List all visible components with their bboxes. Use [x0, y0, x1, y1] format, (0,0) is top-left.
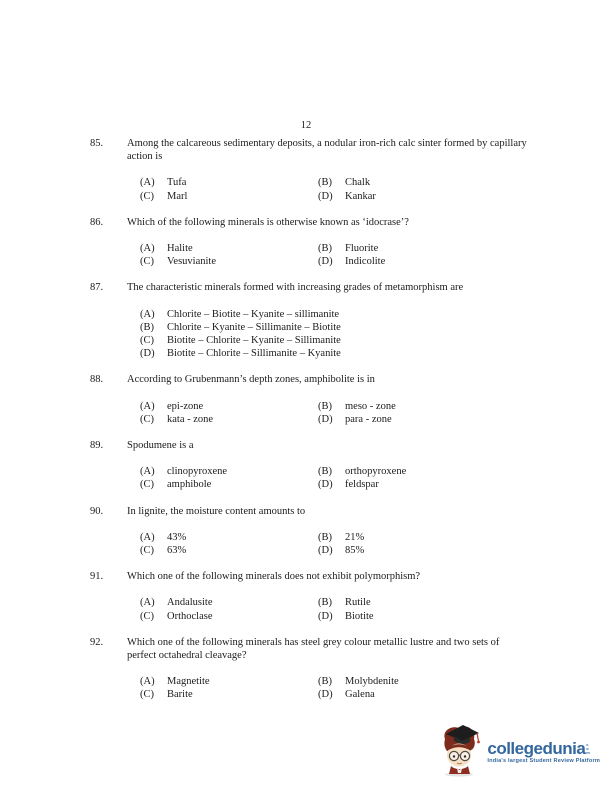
option-label: (C): [140, 335, 154, 347]
page-number: 12: [300, 120, 312, 131]
option-c: [140, 610, 318, 623]
option-d: [318, 610, 530, 623]
option-b: [318, 531, 530, 544]
option-text: Tufa: [167, 177, 187, 189]
option-text: feldspar: [345, 479, 379, 491]
option-text: meso - zone: [345, 400, 396, 412]
option-text: 21%: [345, 531, 365, 543]
option-b: [318, 400, 530, 413]
option-b: [318, 596, 530, 609]
option-b: [140, 321, 530, 334]
options-grid: [140, 675, 530, 701]
option-label: (A): [140, 531, 155, 543]
option-text: Andalusite: [167, 597, 213, 609]
logo-text: [487, 740, 600, 765]
question-89: [90, 439, 530, 492]
question-90: [90, 505, 530, 558]
option-text: 85%: [345, 545, 365, 557]
question-number: 91.: [90, 571, 104, 583]
option-text: Barite: [167, 689, 193, 701]
logo-com-mark: com: [586, 742, 590, 755]
option-label: (A): [140, 308, 155, 320]
option-d: [318, 190, 530, 203]
option-label: (D): [318, 610, 333, 622]
question-text: Which one of the following minerals does not exhibit polymorphism?: [127, 571, 421, 583]
option-label: (A): [140, 243, 155, 255]
option-b: [318, 465, 530, 478]
option-text: Chlorite – Biotite – Kyanite – sillimanite: [167, 308, 340, 320]
option-text: kata - zone: [167, 413, 214, 425]
option-text: Indicolite: [345, 256, 386, 268]
option-label: (B): [140, 321, 154, 333]
option-a: [140, 242, 318, 255]
option-c: [140, 334, 530, 347]
question-number: 92.: [90, 636, 104, 648]
option-text: 63%: [167, 545, 187, 557]
option-text: Rutile: [345, 597, 371, 609]
option-label: (B): [318, 466, 332, 478]
options-grid: [140, 242, 530, 268]
option-d: [140, 347, 530, 360]
option-text: para - zone: [345, 413, 392, 425]
option-b: [318, 176, 530, 189]
collegedunia-logo: [437, 723, 600, 782]
question-text: Which one of the following minerals has steel grey colour metallic lustre and two sets of perfect octahedral cleavage?: [127, 636, 500, 662]
option-c: [140, 544, 318, 557]
question-87: [90, 281, 530, 360]
option-text: Biotite: [345, 610, 374, 622]
option-label: (C): [140, 689, 154, 701]
question-number: 89.: [90, 440, 104, 452]
option-c: [140, 190, 318, 203]
option-label: (B): [318, 243, 332, 255]
option-d: [318, 544, 530, 557]
option-text: Halite: [167, 243, 193, 255]
options-grid: [140, 531, 530, 557]
option-label: (C): [140, 190, 154, 202]
option-b: [318, 242, 530, 255]
option-text: Chalk: [345, 177, 371, 189]
options-grid: [140, 176, 530, 202]
option-label: (C): [140, 256, 154, 268]
question-text: Among the calcareous sedimentary deposits, a nodular iron-rich calc sinter formed by capillary action is: [127, 138, 527, 163]
option-label: (B): [318, 400, 332, 412]
option-label: (A): [140, 597, 155, 609]
option-text: clinopyroxene: [167, 466, 228, 478]
option-text: Magnetite: [167, 676, 210, 688]
question-text: According to Grubenmann’s depth zones, amphibolite is in: [127, 374, 375, 386]
option-label: (B): [318, 597, 332, 609]
option-a: [140, 675, 318, 688]
option-label: (D): [318, 413, 333, 425]
option-label: (C): [140, 413, 154, 425]
option-label: (A): [140, 177, 155, 189]
option-label: (D): [318, 689, 333, 701]
option-label: (D): [318, 545, 333, 557]
options-grid: [140, 465, 530, 491]
option-text: 43%: [167, 531, 187, 543]
logo-brand-name: collegedunia: [487, 739, 586, 758]
option-text: Vesuvianite: [167, 256, 216, 268]
option-c: [140, 478, 318, 491]
option-d: [318, 478, 530, 491]
option-text: orthopyroxene: [345, 466, 407, 478]
option-text: Galena: [345, 689, 375, 701]
option-text: Kankar: [345, 190, 376, 202]
option-label: (B): [318, 531, 332, 543]
option-text: Biotite – Chlorite – Sillimanite – Kyanite: [167, 348, 341, 360]
option-c: [140, 413, 318, 426]
option-label: (A): [140, 400, 155, 412]
option-label: (A): [140, 676, 155, 688]
option-label: (A): [140, 466, 155, 478]
question-86: [90, 216, 530, 269]
option-label: (D): [318, 479, 333, 491]
option-label: (D): [140, 348, 155, 360]
question-text: In lignite, the moisture content amounts to: [127, 505, 306, 517]
option-text: epi-zone: [167, 400, 204, 412]
option-text: Orthoclase: [167, 610, 213, 622]
option-c: [140, 688, 318, 701]
option-a: [140, 596, 318, 609]
question-number: 86.: [90, 216, 104, 228]
option-d: [318, 688, 530, 701]
option-a: [140, 308, 530, 321]
option-text: Fluorite: [345, 243, 379, 255]
option-text: amphibole: [167, 479, 212, 491]
options-grid: [140, 596, 530, 622]
question-85: [90, 137, 530, 203]
option-text: Chlorite – Kyanite – Sillimanite – Biotite: [167, 321, 341, 333]
question-text: Spodumene is a: [127, 440, 194, 452]
question-number: 90.: [90, 505, 104, 517]
option-label: (B): [318, 676, 332, 688]
option-label: (C): [140, 545, 154, 557]
option-a: [140, 531, 318, 544]
option-c: [140, 255, 318, 268]
option-d: [318, 255, 530, 268]
question-text: Which of the following minerals is otherwise known as ‘idocrase’?: [127, 216, 409, 228]
question-number: 87.: [90, 282, 104, 294]
options-list: [140, 308, 530, 361]
option-label: (B): [318, 177, 332, 189]
question-number: 88.: [90, 374, 104, 386]
question-list: [90, 137, 530, 702]
option-label: (D): [318, 256, 333, 268]
question-88: [90, 373, 530, 426]
option-a: [140, 176, 318, 189]
options-grid: [140, 400, 530, 426]
question-text: The characteristic minerals formed with increasing grades of metamorphism are: [127, 282, 464, 294]
question-92: [90, 636, 530, 702]
option-a: [140, 465, 318, 478]
option-label: (D): [318, 190, 333, 202]
option-text: Biotite – Chlorite – Kyanite – Sillimanite: [167, 335, 341, 347]
collegedunia-mascot-icon: [437, 723, 484, 782]
option-d: [318, 413, 530, 426]
logo-tagline: India's largest Student Review Platform: [487, 758, 600, 764]
option-text: Marl: [167, 190, 188, 202]
option-label: (C): [140, 610, 154, 622]
option-label: (C): [140, 479, 154, 491]
option-a: [140, 400, 318, 413]
option-text: Molybdenite: [345, 676, 399, 688]
question-91: [90, 570, 530, 623]
question-number: 85.: [90, 138, 104, 149]
option-b: [318, 675, 530, 688]
